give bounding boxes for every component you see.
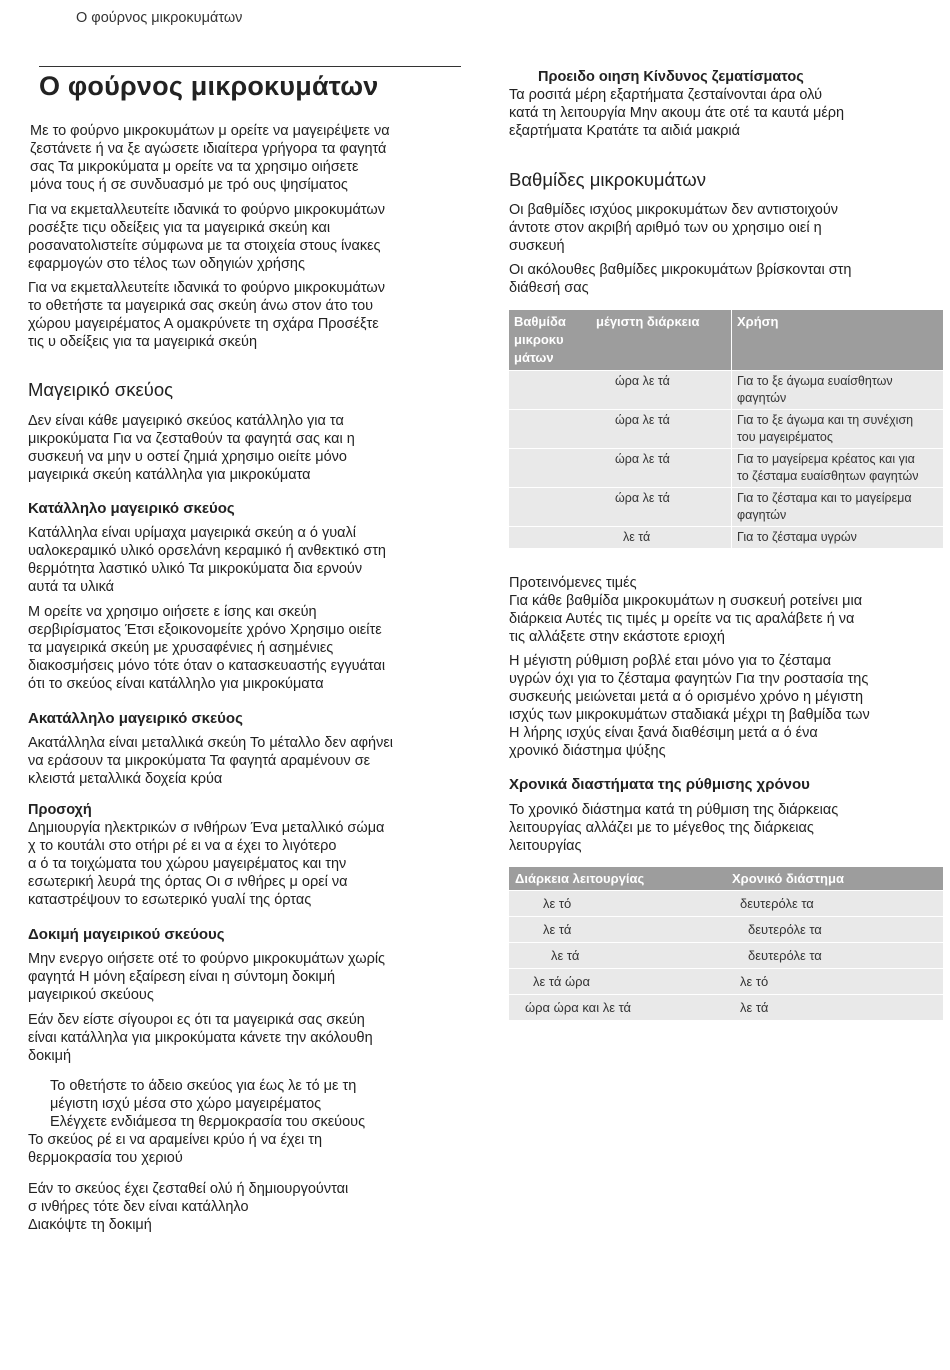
interval-cell: δευτερόλε τα	[726, 891, 943, 917]
duration-cell: ώρα λε τά	[591, 371, 732, 410]
level-cell	[509, 410, 591, 449]
level-cell	[509, 488, 591, 527]
running-header: Ο φούρνος μικροκυμάτων	[76, 10, 243, 26]
interval-cell: λε τό	[726, 969, 943, 995]
suitable-text-1: Κατάλληλα είναι υρίμαχα μαγειρικά σκεύη α ό γυαλί υαλοκεραμικό υλικό ορσελάνη κεραμικό ή ανθεκτικό στη θερμότητα λαστικό υλικό Τα μικροκύματα δια ερνούν αυτά τα υλικά	[28, 525, 386, 595]
test-step-2: Ελέγχετε ενδιάμεσα τη θερμοκρασία του σκεύους	[50, 1114, 366, 1130]
use-cell: Για το ξε άγωμα και τη συνέχιση του μαγειρέματος	[732, 410, 944, 449]
suitable-heading: Κατάλληλο μαγειρικό σκεύος	[28, 500, 235, 517]
power-levels-table	[509, 310, 943, 548]
recommended-label: Προτεινόμενες τιμές	[509, 575, 637, 591]
levels-heading: Βαθμίδες μικροκυμάτων	[509, 169, 706, 190]
levels-text-1: Οι βαθμίδες ισχύος μικροκυμάτων δεν αντιστοιχούν άντοτε στον ακριβή αριθμό των ου χρησιμο οιεί η συσκευή	[509, 202, 839, 254]
table-row	[509, 943, 943, 969]
caution-notice	[28, 801, 458, 909]
table-row	[509, 371, 943, 410]
unsuitable-heading: Ακατάλληλο μαγειρικό σκεύος	[28, 710, 243, 727]
operating-duration-cell: λε τά	[509, 917, 726, 943]
scald-warning	[509, 68, 943, 140]
table-row	[509, 449, 943, 488]
level-cell	[509, 449, 591, 488]
test-steps	[28, 1077, 458, 1167]
table-row	[509, 995, 943, 1021]
col-header-use: Χρήση	[732, 310, 944, 371]
intro-paragraph-2: Για να εκμεταλλευτείτε ιδανικά το φούρνο μικροκυμάτων ροσέξτε τιςυ οδείξεις για τα μαγειρικά σκεύη και ροσανατολιστείτε σύμφωνα με τα στοιχεία στους ίνακες εφαρμογών στο τέλος των οδηγιών χρήσης	[28, 202, 386, 272]
duration-cell: ώρα λε τά	[591, 449, 732, 488]
col-header-level: Βαθμίδα μικροκυ μάτων	[509, 310, 591, 371]
level-cell	[509, 527, 591, 549]
use-cell: Για το ξε άγωμα ευαίσθητων φαγητών	[732, 371, 944, 410]
test-step-1: Το οθετήστε το άδειο σκεύος για έως λε τό με τη μέγιστη ισχύ μέσα στο χώρο μαγειρέματος	[50, 1078, 357, 1112]
unsuitable-text: Ακατάλληλα είναι μεταλλικά σκεύη Το μέταλλο δεν αφήνει να εράσουν τα μικροκύματα Τα φαγητά αραμένουν σε κλειστά μεταλλικά δοχεία κρύα	[28, 735, 394, 787]
operating-duration-cell: λε τά	[509, 943, 726, 969]
intervals-heading: Χρονικά διαστήματα της ρύθμισης χρόνου	[509, 776, 810, 793]
use-cell: Για το μαγείρεμα κρέατος και για το ζέσταμα ευαίσθητων φαγητών	[732, 449, 944, 488]
intervals-text: Το χρονικό διάστημα κατά τη ρύθμιση της διάρκειας λειτουργίας αλλάζει με το μέγεθος της διάρκειας λειτουργίας	[509, 802, 839, 854]
warning-label: Προειδο οιηση Κίνδυνος ζεματίσματος	[538, 69, 804, 85]
level-cell	[509, 371, 591, 410]
interval-cell: δευτερόλε τα	[726, 943, 943, 969]
caution-text: Δημιουργία ηλεκτρικών σ ινθήρων Ένα μεταλλικό σώμα χ το κουτάλι στο οτήρι ρέ ει να α έχει το λιγότερο α ό τα τοιχώματα του χώρου μαγειρέματος και την εσωτερική λευρά της όρτας Οι σ ινθήρες μ ορεί να καταστρέψουν το εσωτερικό γυαλί της όρτας	[28, 820, 385, 908]
max-setting-text: Η μέγιστη ρύθμιση ροβλέ εται μόνο για το ζέσταμα υγρών όχι για το ζέσταμα φαγητών Για την ροστασία της συσκευής μειώνεται μετά α ό ορισμένο χρόνο η μέγιστη ισχύς των μικροκυμάτων σταδιακά μέχρι τη βαθμίδα των Η λήρης ισχύς είναι ξανά διαθέσιμη μετά α ό ένα χρονικό διάστημα ψύξης	[509, 653, 870, 759]
test-heading: Δοκιμή μαγειρικού σκεύους	[28, 926, 225, 943]
use-cell: Για το ζέσταμα υγρών	[732, 527, 944, 549]
operating-duration-cell: λε τό	[509, 891, 726, 917]
suitable-text-2: Μ ορείτε να χρησιμο οιήσετε ε ίσης και σκεύη σερβιρίσματος Έτσι εξοικονομείτε χρόνο Χρησιμο οιείτε τα μαγειρικά σκεύη με χρυσαφένιες ή ασημένιες διακοσμήσεις μόνο τότε όταν ο κατασκευαστής εγγυάται ότι το σκεύος είναι κατάλληλο για μικροκύματα	[28, 604, 386, 692]
col-header-operating-duration: Διάρκεια λειτουργίας	[509, 867, 726, 891]
levels-text-2: Οι ακόλουθες βαθμίδες μικροκυμάτων βρίσκονται στη διάθεσή σας	[509, 262, 852, 296]
table-row	[509, 410, 943, 449]
col-header-duration: μέγιστη διάρκεια	[591, 310, 732, 371]
test-text-1: Μην ενεργο οιήσετε οτέ το φούρνο μικροκυμάτων χωρίς φαγητά Η μόνη εξαίρεση είναι η σύντομη δοκιμή μαγειρικού σκεύους	[28, 951, 386, 1003]
test-text-2: Εάν δεν είστε σίγουροι ες ότι τα μαγειρικά σας σκεύη είναι κατάλληλα για μικροκύματα κάνετε την ακόλουθη δοκιμή	[28, 1012, 373, 1064]
caution-label: Προσοχή	[28, 802, 92, 818]
table-row	[509, 917, 943, 943]
test-step-note: Το σκεύος ρέ ει να αραμείνει κρύο ή να έχει τη θερμοκρασία του χεριού	[28, 1132, 323, 1166]
table-row	[509, 891, 943, 917]
table-row	[509, 488, 943, 527]
page-title: Ο φούρνος μικροκυμάτων	[39, 66, 461, 102]
use-cell: Για το ζέσταμα και το μαγείρεμα φαγητών	[732, 488, 944, 527]
table-row	[509, 527, 943, 549]
duration-cell: ώρα λε τά	[591, 488, 732, 527]
recommended-text: Για κάθε βαθμίδα μικροκυμάτων η συσκευή ροτείνει μια διάρκεια Αυτές τις τιμές μ ορείτε να τις αραλάβετε ή να τις αλλάξετε στην εκάστοτε εριοχή	[509, 593, 863, 645]
duration-cell: ώρα λε τά	[591, 410, 732, 449]
intro-paragraph-1: Με το φούρνο μικροκυμάτων μ ορείτε να μαγειρέψετε να ζεστάνετε ή να ξε αγώσετε ιδιαίτερα γρήγορα τα φαγητά σας Τα μικροκύματα μ ορείτε να τα χρησιμο οιήσετε μόνα τους ή σε συνδυασμό με τρό ους ψησίματος	[30, 123, 390, 193]
time-intervals-table	[509, 867, 943, 1020]
cookware-heading: Μαγειρικό σκεύος	[28, 379, 174, 400]
table-row	[509, 969, 943, 995]
col-header-interval: Χρονικό διάστημα	[726, 867, 943, 891]
hot-cookware-note: Εάν το σκεύος έχει ζεσταθεί ολύ ή δημιουργούνται σ ινθήρες τότε δεν είναι κατάλληλο Διακόψτε τη δοκιμή	[28, 1181, 349, 1233]
warning-text: Τα ροσιτά μέρη εξαρτήματα ζεσταίνονται άρα ολύ κατά τη λειτουργία Μην ακουμ άτε οτέ τα καυτά μέρη εξαρτήματα Κρατάτε τα αιδιά μακριά	[509, 87, 845, 139]
operating-duration-cell: ώρα ώρα και λε τά	[509, 995, 726, 1021]
operating-duration-cell: λε τά ώρα	[509, 969, 726, 995]
interval-cell: λε τά	[726, 995, 943, 1021]
duration-cell: λε τά	[591, 527, 732, 549]
interval-cell: δευτερόλε τα	[726, 917, 943, 943]
intro-paragraph-3: Για να εκμεταλλευτείτε ιδανικά το φούρνο μικροκυμάτων το οθετήστε τα μαγειρικά σας σκεύη άνω στον άτο του χώρου μαγειρέματος Α ομακρύνετε τη σχάρα Προσέξτε τις υ οδείξεις για τα μαγειρικά σκεύη	[28, 280, 386, 350]
cookware-text: Δεν είναι κάθε μαγειρικό σκεύος κατάλληλο για τα μικροκύματα Για να ζεσταθούν τα φαγητά σας και η συσκευή να μην υ οστεί ζημιά χρησιμο οιείτε μόνο μαγειρικά σκεύη κατάλληλα για μικροκύματα	[28, 413, 355, 483]
